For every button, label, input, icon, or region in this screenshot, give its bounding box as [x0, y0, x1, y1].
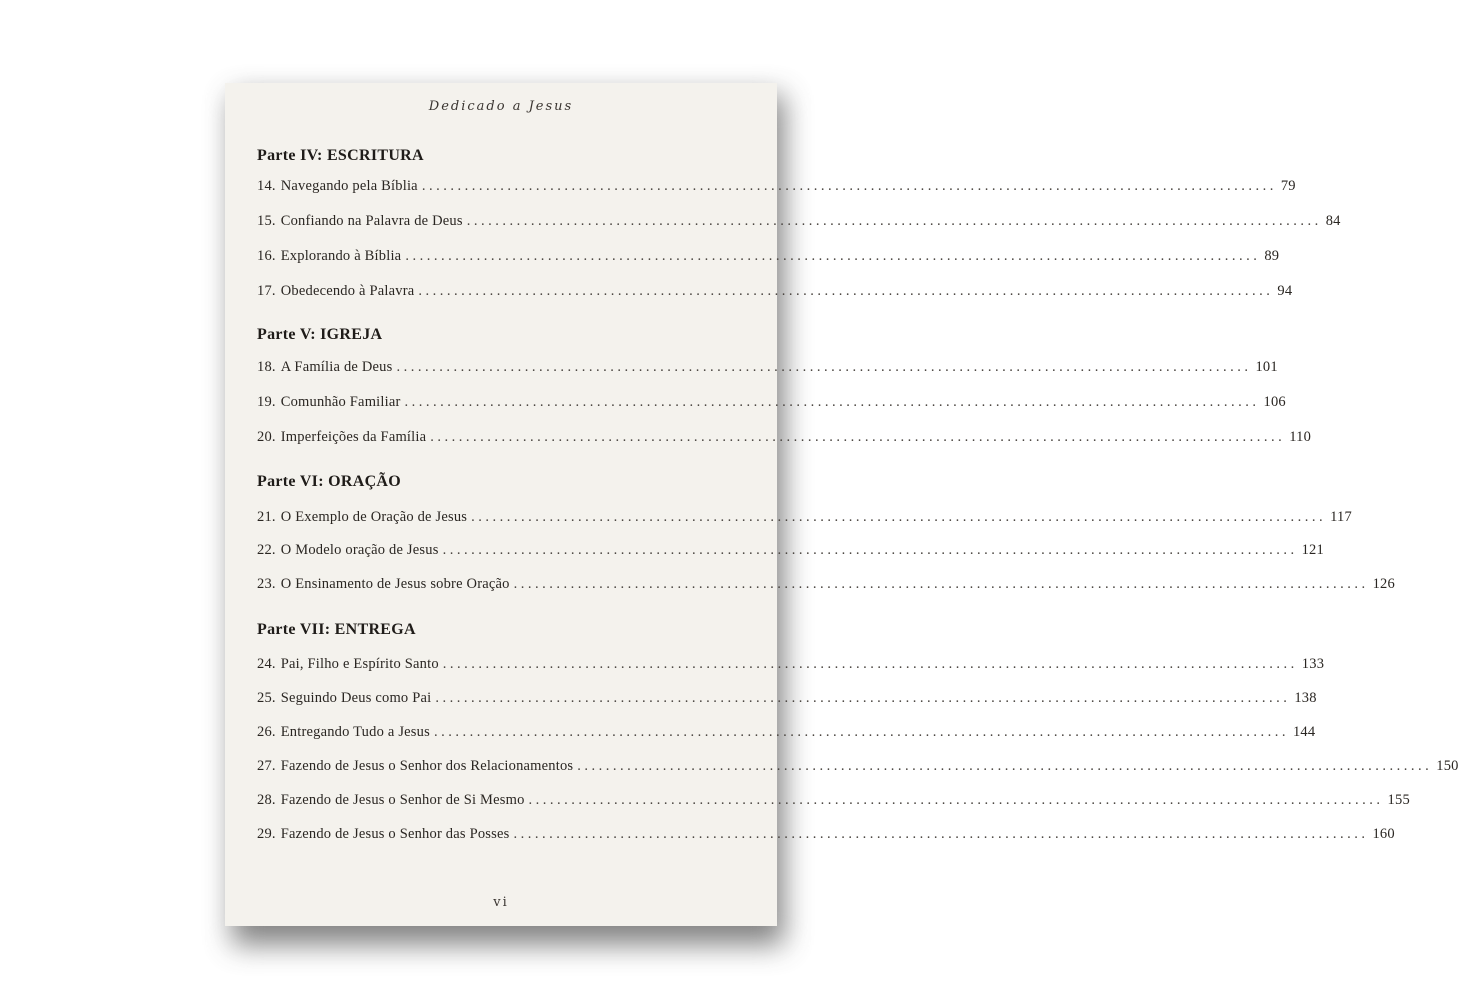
entry-number: 19.: [257, 394, 276, 410]
dot-leader: ........................................................................................................................: [466, 213, 1322, 229]
dot-leader: ........................................................................................................................: [528, 792, 1384, 808]
entry-number: 24.: [257, 656, 276, 672]
entry-title: O Modelo oração de Jesus: [280, 542, 439, 558]
dot-leader: ........................................................................................................................: [404, 394, 1260, 410]
entry-page: 101: [1255, 359, 1278, 375]
dot-leader: ........................................................................................................................: [442, 656, 1298, 672]
toc-entry: [257, 429, 1312, 446]
toc-entry: [257, 690, 1317, 707]
dot-leader: ........................................................................................................................: [513, 576, 1369, 592]
part-title: Parte VI: ORAÇÃO: [257, 473, 402, 490]
toc-entry: [257, 542, 1324, 559]
dot-leader: ........................................................................................................................: [471, 509, 1327, 525]
toc-entry: [257, 758, 1459, 775]
entry-number: 18.: [257, 359, 276, 375]
dot-leader: ........................................................................................................................: [513, 826, 1369, 842]
toc-entry: [257, 359, 1278, 376]
entry-title: Confiando na Palavra de Deus: [280, 213, 463, 229]
entry-page: 160: [1372, 826, 1395, 842]
entry-number: 22.: [257, 542, 276, 558]
toc-entry: [257, 826, 1395, 843]
entry-title: O Exemplo de Oração de Jesus: [280, 509, 468, 525]
toc-entry: [257, 394, 1286, 411]
entry-page: 133: [1301, 656, 1325, 672]
entry-title: Fazendo de Jesus o Senhor de Si Mesmo: [280, 792, 525, 808]
toc-entry: [257, 248, 1280, 265]
dot-leader: ........................................................................................................................: [433, 724, 1289, 740]
toc-entry: [257, 213, 1341, 230]
part-title: Parte V: IGREJA: [257, 326, 383, 343]
toc-entry: [257, 509, 1352, 526]
entry-number: 20.: [257, 429, 276, 445]
running-head: Dedicado a Jesus: [428, 99, 574, 114]
toc-entry: [257, 656, 1325, 673]
entry-page: 150: [1436, 758, 1459, 774]
dot-leader: ........................................................................................................................: [435, 690, 1291, 706]
entry-number: 23.: [257, 576, 276, 592]
entry-page: 138: [1294, 690, 1317, 706]
dot-leader: ........................................................................................................................: [396, 359, 1252, 375]
dot-leader: ........................................................................................................................: [405, 248, 1261, 264]
toc-entry: [257, 724, 1316, 741]
entry-page: 84: [1325, 213, 1341, 229]
entry-page: 117: [1330, 509, 1352, 525]
dot-leader: ........................................................................................................................: [430, 429, 1286, 445]
entry-page: 89: [1264, 248, 1280, 264]
entry-number: 26.: [257, 724, 276, 740]
entry-number: 14.: [257, 178, 276, 194]
entry-title: O Ensinamento de Jesus sobre Oração: [280, 576, 510, 592]
entry-number: 27.: [257, 758, 276, 774]
entry-title: Navegando pela Bíblia: [280, 178, 418, 194]
dot-leader: ........................................................................................................................: [421, 178, 1277, 194]
part-title: Parte IV: ESCRITURA: [257, 147, 424, 164]
entry-number: 21.: [257, 509, 276, 525]
entry-title: Imperfeições da Família: [280, 429, 427, 445]
entry-number: 16.: [257, 248, 276, 264]
entry-page: 121: [1301, 542, 1324, 558]
entry-title: Explorando à Bíblia: [280, 248, 402, 264]
page-number: vi: [493, 895, 509, 910]
dot-leader: ........................................................................................................................: [577, 758, 1433, 774]
entry-number: 28.: [257, 792, 276, 808]
entry-page: 144: [1292, 724, 1316, 740]
entry-title: Seguindo Deus como Pai: [280, 690, 432, 706]
entry-page: 79: [1280, 178, 1296, 194]
toc-entry: [257, 576, 1395, 593]
entry-title: A Família de Deus: [280, 359, 393, 375]
entry-page: 110: [1289, 429, 1312, 445]
entry-number: 15.: [257, 213, 276, 229]
entry-title: Pai, Filho e Espírito Santo: [280, 656, 439, 672]
entry-title: Entregando Tudo a Jesus: [280, 724, 430, 740]
part-title: Parte VII: ENTREGA: [257, 621, 416, 638]
entry-page: 106: [1263, 394, 1286, 410]
entry-page: 94: [1277, 283, 1293, 299]
toc-entry: [257, 178, 1296, 195]
entry-title: Obedecendo à Palavra: [280, 283, 415, 299]
book-page: [225, 83, 1459, 926]
entry-page: 126: [1372, 576, 1395, 592]
dot-leader: ........................................................................................................................: [418, 283, 1274, 299]
entry-number: 25.: [257, 690, 276, 706]
entry-title: Fazendo de Jesus o Senhor dos Relacionamentos: [280, 758, 574, 774]
entry-title: Comunhão Familiar: [280, 394, 401, 410]
toc-entry: [257, 283, 1293, 300]
toc-entry: [257, 792, 1410, 809]
entry-number: 29.: [257, 826, 276, 842]
entry-title: Fazendo de Jesus o Senhor das Posses: [280, 826, 510, 842]
entry-page: 155: [1387, 792, 1410, 808]
dot-leader: ........................................................................................................................: [442, 542, 1298, 558]
entry-number: 17.: [257, 283, 276, 299]
